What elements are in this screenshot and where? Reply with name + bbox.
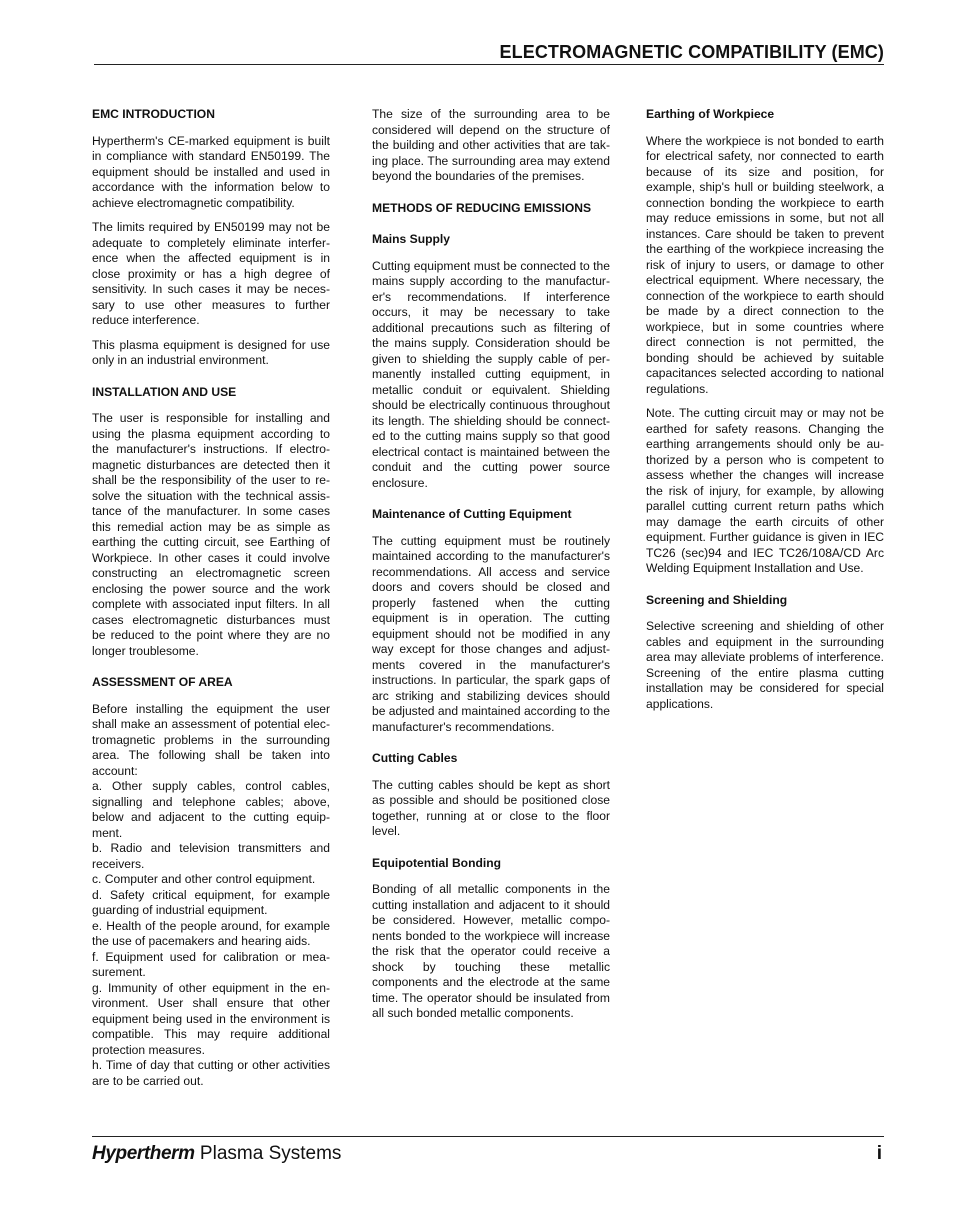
list-item: h. Time of day that cutting or other activities are to be carried out. [92, 1058, 330, 1088]
heading-installation-and-use: INSTALLATION AND USE [92, 384, 237, 399]
heading-screening-and-shielding: Screening and Shielding [646, 592, 788, 607]
brand-suffix: Plasma Systems [194, 1143, 342, 1164]
paragraph: This plasma equipment is designed for use only in an industrial environment. [92, 337, 330, 367]
heading-maintenance: Maintenance of Cutting Equipment [372, 507, 572, 521]
heading-cutting-cables: Cutting Cables [372, 751, 458, 765]
paragraph: Selective screening and shielding of other cables and equipment in the surrounding area may alleviate problems of interference. Screening of the entire plasma cutting installation may be considered for special applications. [646, 619, 884, 711]
heading-emc-introduction: EMC INTRODUCTION [92, 107, 215, 121]
heading-equipotential-bonding: Equipotential Bonding [372, 855, 501, 870]
paragraph: The limits required by EN50199 may not be adequate to completely eliminate interference when the affected equipment is in close proximity or has a high degree of sensitivity. In such cases it may be necessary to use other measures to further reduce interference. [92, 220, 330, 327]
heading-assessment-of-area: ASSESSMENT OF AREA [92, 675, 233, 689]
list-item: f. Equipment used for calibration or measurement. [92, 949, 330, 979]
list-item: c. Computer and other control equipment. [92, 872, 316, 886]
paragraph: The user is responsible for installing and using the plasma equipment according to the manufacturer's instructions. If electromagnetic disturbances are detected then it shall be the responsibility of the user to resolve the situation with the technical assistance of the manufacturer. In some cases this remedial action may be as simple as earthing the cutting circuit, see Earthing of Workpiece. In other cases it could involve constructing an electromagnetic screen enclosing the power source and the work complete with associated input filters. In all cases electromagnetic disturbances must be reduced to the point where they are no longer troublesome. [92, 411, 330, 658]
heading-mains-supply: Mains Supply [372, 232, 450, 246]
list-item: d. Safety critical equipment, for example guarding of industrial equipment. [92, 887, 330, 917]
heading-methods-of-reducing-emissions: METHODS OF REDUCING EMISSIONS [372, 200, 592, 215]
column-2 [372, 107, 610, 1031]
paragraph: Note. The cutting circuit may or may not be earthed for safety reasons. Changing the earthing arrangements should only be authorized by a person who is competent to assess whether the changes will increase the risk of injury, for example, by allowing parallel cutting current return paths which may damage the earth circuits of other equipment. Further guidance is given in IEC TC26 (sec)94 and IEC TC26/108A/CD Arc Welding Equipment Installation and Use. [646, 406, 884, 575]
heading-earthing-of-workpiece: Earthing of Workpiece [646, 107, 775, 121]
brand-logo: Hypertherm [92, 1143, 195, 1164]
page-title: ELECTROMAGNETIC COMPATIBILITY (EMC) [499, 42, 884, 62]
paragraph: The cutting cables should be kept as short as possible and should be positioned close together, running at or close to the floor level. [372, 777, 610, 838]
page-header [94, 40, 884, 65]
page-number: i [876, 1143, 882, 1164]
paragraph: Where the workpiece is not bonded to earth for electrical safety, nor connected to earth because of its size and position, for example, ship's hull or building steelwork, a connection bonding the workpiece to earth may reduce emissions in some, but not all instances. Care should be taken to prevent the earthing of the workpiece increasing the risk of injury to users, or damage to other electrical equipment. Where necessary, the connection of the workpiece to earth should be made by a direct connection to the workpiece, but in some countries where direct connection is not permitted, the bonding should be achieved by suitable capacitances selected according to national regulations. [646, 133, 884, 396]
paragraph: Bonding of all metallic components in the cutting installation and adjacent to it should be considered. However, metallic components bonded to the workpiece will increase the risk that the operator could receive a shock by touching these metallic components and the electrode at the same time. The operator should be insulated from all such bonded metallic components. [372, 882, 610, 1020]
column-3 [646, 107, 884, 721]
paragraph: Hypertherm's CE-marked equipment is built in compliance with standard EN50199. The equipment should be installed and used in accordance with the information below to achieve electromagnetic compatibility. [92, 133, 330, 210]
footer-brand [92, 1143, 341, 1165]
assessment-list [92, 702, 330, 1090]
column-1 [92, 107, 330, 1089]
list-item: a. Other supply cables, control cables, signalling and telephone cables; above, below and adjacent to the cutting equipment. [92, 779, 330, 840]
paragraph: The size of the surrounding area to be considered will depend on the structure of the building and other activities that are taking place. The surrounding area may extend beyond the boundaries of the premises. [372, 107, 610, 183]
paragraph: Cutting equipment must be connected to the mains supply according to the manufacturer's recommendations. If interference occurs, it may be necessary to take additional precautions such as filtering of the mains supply. Consideration should be given to shielding the supply cable of permanently installed cutting equipment, in metallic conduit or equivalent. Shielding should be electrically continuous throughout its length. The shielding should be connected to the cutting mains supply so that good electrical contact is maintained between the conduit and the cutting power source enclosure. [372, 258, 610, 490]
list-item: e. Health of the people around, for example the use of pacemakers and hearing aids. [92, 918, 330, 948]
paragraph: The cutting equipment must be routinely maintained according to the manufacturer's recommendations. All access and service doors and covers should be closed and properly fastened when the cutting equipment is in operation. The cutting equipment should not be modified in any way except for those changes and adjustments covered in the manufacturer's instructions. In particular, the spark gaps of arc striking and stabilizing devices should be adjusted and maintained according to the manufacturer's recommendations. [372, 533, 611, 734]
page-footer [92, 1136, 884, 1164]
paragraph: Before installing the equipment the user shall make an assessment of potential electromagnetic problems in the surrounding area. The following shall be taken into account: [92, 701, 330, 778]
list-item: g. Immunity of other equipment in the environment. User shall ensure that other equipment being used in the environment is compatible. This may require additional protection measures. [92, 980, 330, 1057]
list-item: b. Radio and television transmitters and receivers. [92, 841, 330, 871]
